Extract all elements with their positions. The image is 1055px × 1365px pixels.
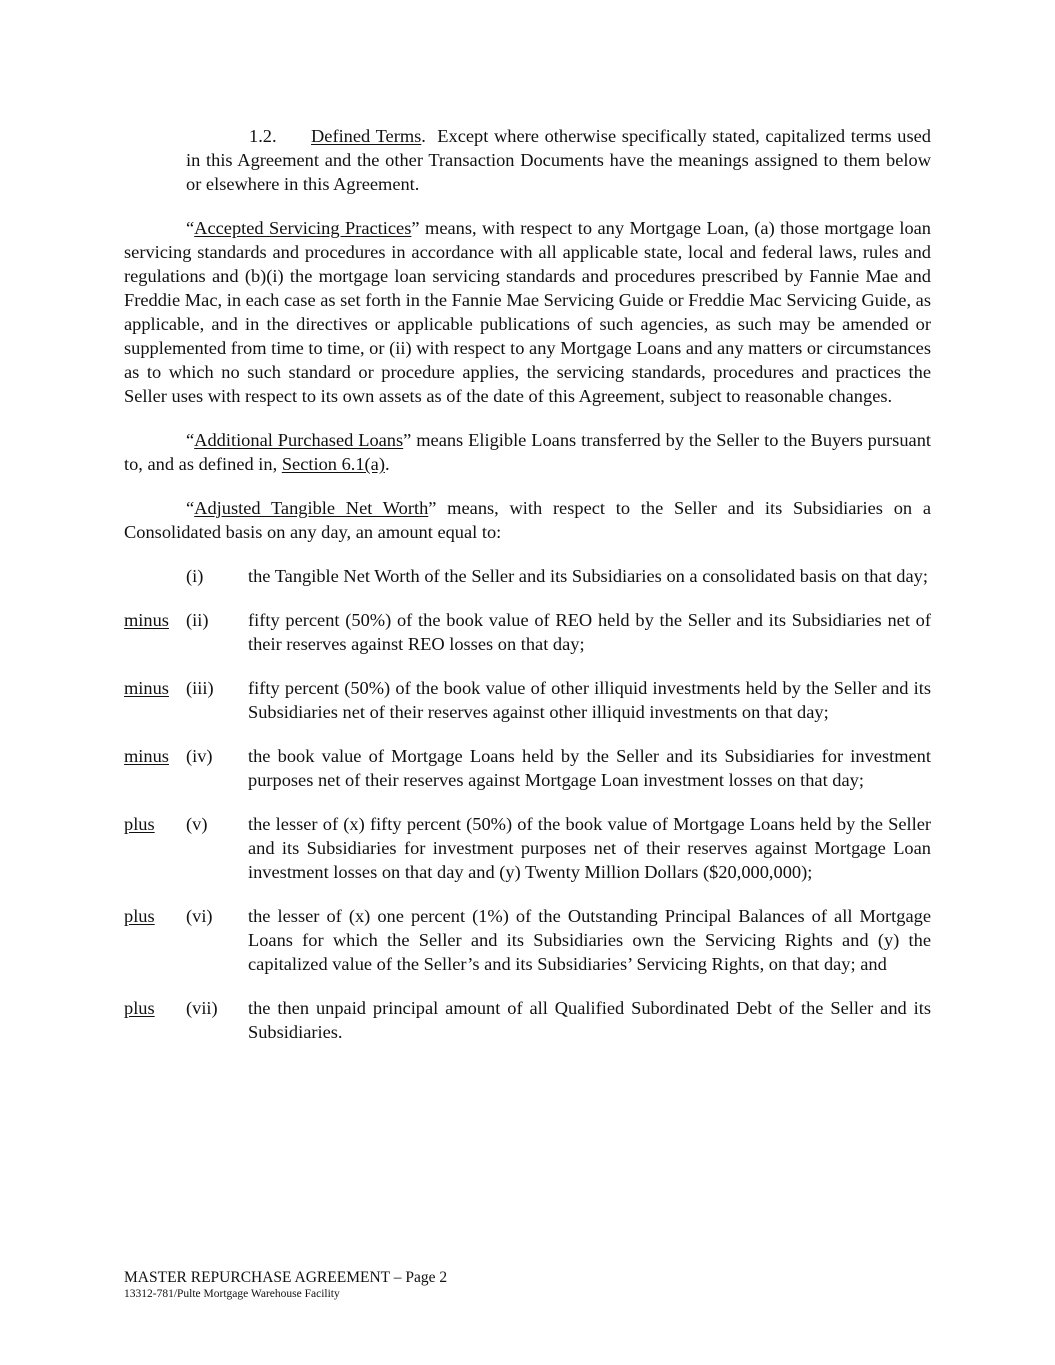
page-footer [124,1268,447,1301]
footer-docref: 13312-781/Pulte Mortgage Warehouse Facility [124,1288,340,1300]
item-number: (vi) [186,906,213,926]
section-reference: Section 6.1(a) [281,454,385,474]
item-operator [124,812,186,884]
item-text: the lesser of (x) fifty percent (50%) of the book value of Mortgage Loans held by the Seller and its Subsidiaries for investment purposes net of their reserves against Mortgage Loan investment losses on that day and (y) Twenty Million Dollars ($20,000,000); [248,814,931,882]
item-operator-label: plus [124,906,155,926]
item-operator [124,564,186,588]
item-operator [124,904,186,976]
item-operator [124,608,186,656]
definition-additional-purchased-loans [124,428,931,476]
formula-item [124,564,931,588]
item-operator-label: minus [124,678,169,698]
item-number: (ii) [186,610,209,630]
formula-item [124,744,931,792]
defined-term: Accepted Servicing Practices [194,218,412,238]
item-operator-label: minus [124,746,169,766]
formula-item-list [124,564,931,1044]
section-intro-text: Except where otherwise specifically stated, capitalized terms used in this Agreement and the other Transaction Documents have the meanings assigned to them below or elsewhere in this Agreement. [186,126,931,194]
formula-item [124,608,931,656]
defined-term: Adjusted Tangible Net Worth [194,498,429,518]
item-operator [124,744,186,792]
section-heading: Defined Terms [311,126,422,146]
footer-title: MASTER REPURCHASE AGREEMENT – Page 2 [124,1269,448,1286]
document-page [124,124,931,1044]
formula-item [124,676,931,724]
definition-adjusted-tangible-net-worth [124,496,931,544]
section-heading-period: . [421,126,426,146]
definition-tail: . [384,454,390,474]
item-operator-label: minus [124,610,169,630]
section-heading-paragraph [186,124,931,196]
item-number: (vii) [186,998,218,1018]
defined-term: Additional Purchased Loans [194,430,404,450]
item-operator-label: plus [124,814,155,834]
definition-text: ” means, with respect to the Seller and its Subsidiaries on a Consolidated basis on any day, an amount equal to: [124,498,931,542]
item-text: the lesser of (x) one percent (1%) of the Outstanding Principal Balances of all Mortgage Loans for which the Seller and its Subsidiaries own the Servicing Rights and (y) the capitalized value of the Seller’s and its Subsidiaries’ Servicing Rights, on that day; and [248,906,931,974]
open-quote: “ [186,218,195,238]
item-operator [124,676,186,724]
formula-item [124,996,931,1044]
open-quote: “ [186,430,195,450]
formula-item [124,812,931,884]
open-quote: “ [186,498,195,518]
item-text: the book value of Mortgage Loans held by the Seller and its Subsidiaries for investment purposes net of their reserves against Mortgage Loan investment losses on that day; [248,746,931,790]
formula-item [124,904,931,976]
item-text: the then unpaid principal amount of all Qualified Subordinated Debt of the Seller and its Subsidiaries. [248,998,931,1042]
item-number: (iii) [186,678,214,698]
definition-accepted-servicing-practices [124,216,931,408]
section-number: 1.2. [249,126,277,146]
item-text: the Tangible Net Worth of the Seller and its Subsidiaries on a consolidated basis on that day; [248,566,928,586]
definition-text: ” means Eligible Loans transferred by the Seller to the Buyers pursuant to, and as defined in, [124,430,931,474]
item-number: (v) [186,814,208,834]
item-operator [124,996,186,1044]
definition-text: ” means, with respect to any Mortgage Loan, (a) those mortgage loan servicing standards and procedures in accordance with all applicable state, local and federal laws, rules and regulations and (b)(i) the mortgage loan servicing standards and procedures prescribed by Fannie Mae and Freddie Mac, in each case as set forth in the Fannie Mae Servicing Guide or Freddie Mac Servicing Guide, as applicable, and in the directives or applicable publications of such agencies, as such may be amended or supplemented from time to time, or (ii) with respect to any Mortgage Loans and any matters or circumstances as to which no such standard or procedure applies, the servicing standards, procedures and practices the Seller uses with respect to its own assets as of the date of this Agreement, subject to reasonable changes. [124,218,931,406]
item-operator-label: plus [124,998,155,1018]
item-number: (iv) [186,746,213,766]
item-text: fifty percent (50%) of the book value of other illiquid investments held by the Seller and its Subsidiaries net of their reserves against other illiquid investments on that day; [248,678,931,722]
item-text: fifty percent (50%) of the book value of REO held by the Seller and its Subsidiaries net of their reserves against REO losses on that day; [248,610,931,654]
item-number: (i) [186,566,204,586]
